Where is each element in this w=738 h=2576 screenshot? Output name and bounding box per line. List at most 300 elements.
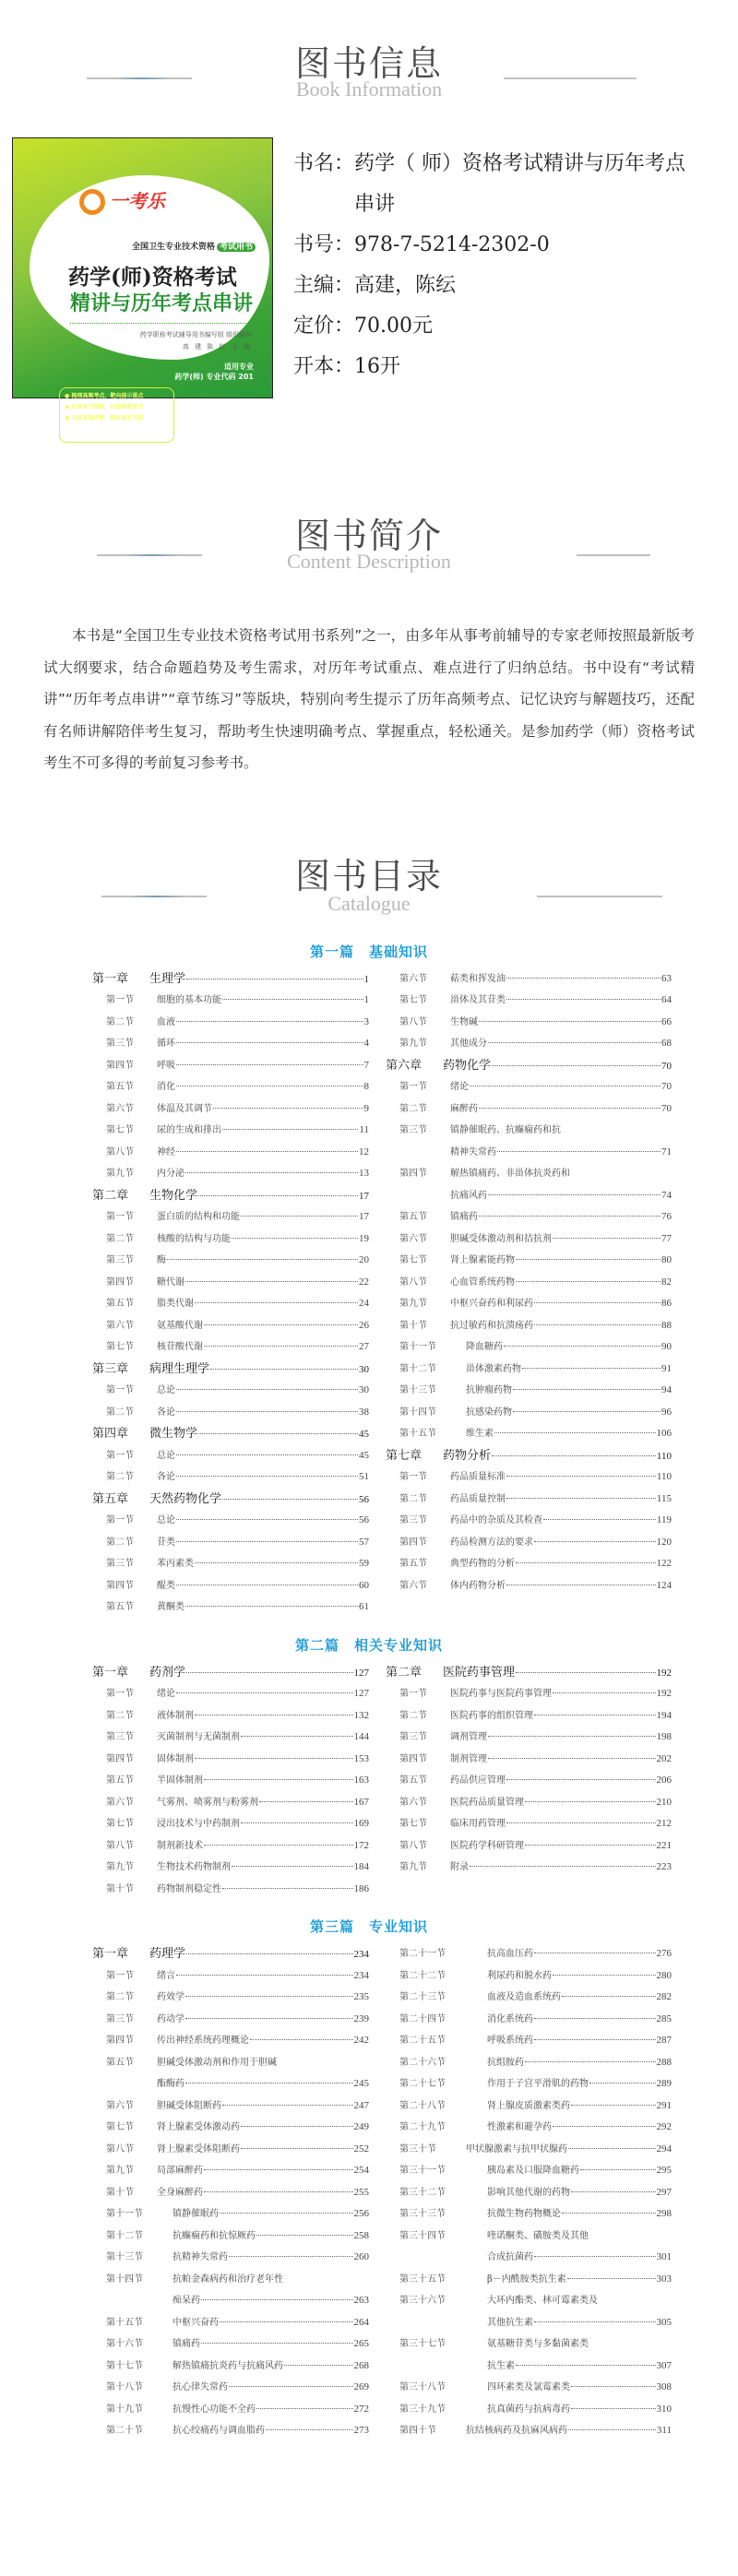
dot-leader (497, 1151, 661, 1152)
toc-title: 镇痛药 (173, 2339, 200, 2350)
toc-page: 291 (656, 2099, 672, 2111)
toc-section[interactable] (92, 2312, 369, 2334)
toc-page: 88 (661, 1319, 672, 1331)
dot-leader (204, 1324, 358, 1325)
toc-number: 第一节 (106, 1689, 134, 1700)
toc-section[interactable] (386, 1813, 672, 1835)
toc-section[interactable] (92, 1770, 369, 1792)
toc-number: 第三节 (399, 1732, 427, 1743)
toc-section[interactable] (92, 1792, 369, 1814)
toc-section[interactable] (386, 1250, 672, 1272)
toc-section[interactable] (92, 2247, 369, 2269)
dot-leader (568, 2148, 656, 2149)
table-of-contents (0, 942, 738, 2442)
toc-title: 消化系统药 (487, 2013, 533, 2024)
toc-number: 第三十节 (399, 2143, 436, 2155)
toc-page: 56 (359, 1493, 369, 1505)
toc-section[interactable] (386, 1336, 672, 1359)
toc-number: 第十七节 (106, 2360, 143, 2371)
toc-title: 抗帕金森病药和治疗老年性 (173, 2273, 283, 2285)
catalogue-header (0, 809, 738, 938)
toc-section[interactable] (386, 2269, 672, 2291)
price-value: 70.00元 (354, 315, 433, 338)
toc-section[interactable] (386, 1835, 672, 1858)
toc-section-continued[interactable] (386, 2356, 672, 2378)
toc-title: 浸出技术与中药制剂 (157, 1819, 240, 1830)
toc-section[interactable] (92, 2139, 369, 2161)
toc-page: 63 (661, 972, 672, 984)
dot-leader (176, 1519, 358, 1520)
toc-page: 51 (359, 1471, 369, 1483)
toc-title: 影响其他代谢的药物 (487, 2187, 570, 2198)
toc-number: 第十四节 (106, 2273, 143, 2285)
dot-leader (504, 1346, 661, 1347)
toc-section[interactable] (386, 1987, 672, 2009)
toc-section[interactable] (92, 1879, 369, 1901)
toc-title: 甾体及其苷类 (450, 995, 506, 1006)
toc-title: 各论 (157, 1472, 175, 1483)
toc-title: β－内酰胺类抗生素 (487, 2273, 566, 2285)
dot-leader (176, 1411, 358, 1412)
toc-chapter[interactable] (92, 1943, 369, 1965)
toc-number: 第四节 (399, 1753, 427, 1764)
toc-section-continued[interactable] (92, 2073, 369, 2095)
dot-leader (513, 1411, 661, 1412)
toc-title: 呼吸 (157, 1060, 175, 1071)
toc-title: 镇痛药 (450, 1212, 478, 1223)
toc-section[interactable] (92, 2095, 369, 2118)
toc-title: 甲状腺激素与抗甲状腺药 (466, 2143, 567, 2155)
toc-title: 心血管系统药物 (450, 1276, 515, 1288)
toc-title: 药物制剂稳定性 (157, 1883, 221, 1894)
toc-page: 245 (353, 2078, 369, 2090)
toc-title: 氨基糖苷类与多黏菌素类 (487, 2339, 589, 2350)
toc-section[interactable] (386, 2333, 672, 2356)
toc-page: 273 (353, 2425, 369, 2437)
toc-number: 第七节 (399, 1255, 427, 1266)
toc-section[interactable] (92, 2182, 369, 2204)
dot-leader (222, 1129, 358, 1130)
toc-section[interactable] (92, 1727, 369, 1749)
toc-section-continued[interactable] (92, 2290, 369, 2312)
toc-section[interactable] (92, 1532, 369, 1554)
toc-title: 体温及其调节 (157, 1103, 212, 1114)
toc-page: 110 (656, 1450, 672, 1462)
toc-section[interactable] (386, 2160, 672, 2182)
toc-section[interactable] (92, 2009, 369, 2031)
toc-number: 第十一节 (399, 1342, 436, 1353)
toc-page: 77 (661, 1232, 672, 1244)
dot-leader (229, 2256, 353, 2257)
toc-page: 127 (353, 1688, 369, 1700)
toc-title: 循环 (157, 1039, 175, 1050)
toc-section[interactable] (386, 1575, 672, 1597)
toc-section[interactable] (386, 2290, 672, 2312)
dot-leader (571, 2386, 656, 2387)
toc-section[interactable] (386, 2095, 672, 2118)
toc-page: 285 (656, 2012, 672, 2024)
dot-leader (488, 1042, 661, 1043)
section-title: 图书简介 (294, 516, 443, 556)
toc-page: 288 (656, 2056, 672, 2068)
toc-page: 282 (656, 1991, 672, 2003)
toc-section[interactable] (386, 2052, 672, 2074)
cover-title-line2: 精讲与历年考点串讲 (70, 292, 254, 315)
toc-section[interactable] (386, 2073, 672, 2095)
toc-chapter[interactable] (386, 1445, 672, 1467)
dot-leader (534, 2256, 656, 2257)
dot-leader (553, 1238, 661, 1239)
format-value: 16开 (354, 355, 401, 378)
toc-section[interactable] (386, 2117, 672, 2139)
dot-leader (176, 1064, 363, 1065)
toc-number: 第三十九节 (399, 2404, 446, 2415)
toc-title: 肾上腺素能药物 (450, 1255, 515, 1266)
toc-page: 20 (359, 1254, 369, 1266)
dot-leader (522, 1368, 661, 1369)
toc-page: 307 (656, 2359, 672, 2371)
toc-number: 第一节 (106, 1970, 134, 1981)
toc-title: 生物技术药物制剂 (157, 1862, 231, 1873)
toc-column-left (92, 1662, 369, 1901)
description-text: 本书是“全国卫生专业技术资格考试用书系列”之一，由多年从事考前辅导的专家老师按照最新版考试大纲要求，结合命题趋势及考生需求，对历年考试重点、难点进行了归纳总结。书中设有“考试精讲”“历年考点串讲”“章节练习”等版块，特别向考生提示了历年高频考点、记忆诀窍与解题技巧，还配有名师讲解陪伴考生复习，帮助考生快速明确考点、掌握重点，轻松通关。是参加药学（师）资格考试考生不可多得的考前复习参考书。 (43, 627, 695, 772)
toc-title: 药品供应管理 (450, 1775, 506, 1787)
toc-section[interactable] (92, 1142, 369, 1164)
toc-title: 内分泌 (157, 1169, 184, 1180)
toc-number: 第五节 (399, 1775, 427, 1787)
toc-section[interactable] (92, 1336, 369, 1359)
toc-section[interactable] (92, 2030, 369, 2052)
toc-section[interactable] (386, 2377, 672, 2399)
toc-section[interactable] (386, 1553, 672, 1575)
dot-leader (195, 1758, 353, 1759)
toc-section[interactable] (386, 1749, 672, 1771)
toc-section-continued[interactable] (386, 1142, 672, 1164)
toc-number: 第八节 (399, 1276, 427, 1288)
toc-section-continued[interactable] (386, 1185, 672, 1207)
toc-number: 第三十三节 (399, 2209, 446, 2220)
toc-number: 第六节 (399, 1233, 427, 1244)
toc-number: 第二节 (106, 1016, 134, 1027)
dot-leader (553, 1692, 656, 1693)
dot-leader (222, 999, 363, 1000)
toc-chapter[interactable] (92, 1489, 369, 1511)
toc-number: 第一节 (399, 1082, 427, 1093)
toc-section[interactable] (92, 1835, 369, 1858)
toc-section[interactable] (386, 1532, 672, 1554)
toc-section[interactable] (386, 1033, 672, 1055)
toc-section[interactable] (386, 1792, 672, 1814)
book-cover-image (12, 137, 273, 421)
toc-number: 第十二节 (106, 2230, 143, 2241)
toc-chapter[interactable] (92, 1662, 369, 1684)
toc-section[interactable] (386, 2399, 672, 2421)
toc-page: 132 (353, 1709, 369, 1721)
toc-number: 第五节 (399, 1559, 427, 1570)
toc-section[interactable] (386, 1423, 672, 1445)
toc-page: 234 (353, 1949, 369, 1961)
toc-section[interactable] (92, 2203, 369, 2226)
toc-chapter[interactable] (92, 1185, 369, 1207)
toc-section[interactable] (92, 1705, 369, 1727)
toc-number: 第一章 (92, 1947, 129, 1962)
toc-section[interactable] (92, 1575, 369, 1597)
toc-page: 292 (656, 2121, 672, 2133)
toc-section[interactable] (386, 2139, 672, 2161)
toc-section[interactable] (92, 1163, 369, 1185)
dot-leader (204, 1845, 353, 1846)
toc-title: 各论 (157, 1407, 175, 1418)
dot-leader (176, 1389, 358, 1390)
toc-section[interactable] (92, 1055, 369, 1077)
toc-section[interactable] (386, 1012, 672, 1034)
toc-section[interactable] (92, 1445, 369, 1467)
toc-page: 56 (359, 1514, 369, 1526)
toc-number: 第六节 (399, 973, 427, 984)
toc-section[interactable] (92, 1293, 369, 1315)
toc-section[interactable] (92, 1510, 369, 1532)
toc-title: 气雾剂、喷雾剂与粉雾剂 (157, 1797, 258, 1808)
toc-title: 酶 (157, 1255, 166, 1266)
toc-section[interactable] (386, 1857, 672, 1879)
toc-section[interactable] (92, 1683, 369, 1705)
toc-section[interactable] (92, 2226, 369, 2248)
toc-page: 287 (656, 2035, 672, 2047)
toc-section[interactable] (386, 968, 672, 991)
toc-section[interactable] (92, 2399, 369, 2421)
toc-section[interactable] (92, 1250, 369, 1272)
section-subtitle: Book Information (295, 77, 443, 101)
toc-title: 抗感染药物 (466, 1407, 512, 1418)
toc-title: 病理生理学 (149, 1361, 210, 1376)
info-row-price (293, 306, 718, 347)
toc-page: 303 (656, 2273, 672, 2285)
toc-section[interactable] (386, 1402, 672, 1424)
toc-title: 痴呆药 (173, 2296, 200, 2307)
toc-title: 制剂新技术 (157, 1840, 203, 1851)
toc-section[interactable] (386, 2030, 672, 2052)
toc-number: 第二十九节 (399, 2122, 446, 2133)
dot-leader (241, 2148, 353, 2149)
toc-section[interactable] (92, 990, 369, 1012)
toc-title: 全身麻醉药 (157, 2187, 203, 2198)
dot-leader (479, 1021, 661, 1022)
toc-section[interactable] (92, 1012, 369, 1034)
toc-section[interactable] (92, 1987, 369, 2009)
toc-title: 生物碱 (450, 1016, 478, 1027)
toc-number: 第二十三节 (399, 1992, 446, 2003)
toc-title: 核苷酸代谢 (157, 1342, 203, 1353)
toc-number: 第二节 (399, 1710, 427, 1721)
toc-section[interactable] (92, 1229, 369, 1251)
toc-page: 260 (353, 2251, 369, 2263)
cover-apply (174, 362, 254, 382)
toc-section[interactable] (92, 1076, 369, 1098)
toc-section[interactable] (386, 2182, 672, 2204)
toc-section[interactable] (92, 1120, 369, 1142)
toc-number: 第五节 (399, 1212, 427, 1223)
apply-label: 适用专业 (224, 362, 254, 371)
toc-section[interactable] (92, 1857, 369, 1879)
toc-number: 第一节 (399, 1689, 427, 1700)
toc-title: 制剂管理 (450, 1753, 487, 1764)
dot-leader (284, 2365, 353, 2366)
toc-section[interactable] (92, 1402, 369, 1424)
toc-section[interactable] (386, 1098, 672, 1121)
toc-section[interactable] (386, 1683, 672, 1705)
toc-section[interactable] (386, 2009, 672, 2031)
divider-right (577, 554, 650, 556)
toc-section[interactable] (386, 1206, 672, 1229)
toc-section[interactable] (386, 1770, 672, 1792)
toc-section[interactable] (386, 2226, 672, 2248)
toc-section[interactable] (386, 1705, 672, 1727)
toc-number: 第五节 (106, 1602, 134, 1613)
toc-page: 17 (359, 1211, 369, 1223)
feature-item: ● 名师音频讲解，随时高效巩固 (65, 415, 144, 421)
toc-part (0, 1917, 738, 2442)
toc-section[interactable] (92, 1098, 369, 1121)
toc-part (0, 942, 738, 1619)
toc-section[interactable] (386, 2420, 672, 2442)
toc-page: 90 (661, 1341, 672, 1353)
toc-section[interactable] (386, 1315, 672, 1337)
toc-page: 27 (359, 1341, 369, 1353)
toc-section[interactable] (92, 2160, 369, 2182)
toc-title: 绪论 (157, 1689, 175, 1700)
toc-section[interactable] (92, 2052, 369, 2074)
dot-leader (176, 1454, 358, 1455)
toc-number: 第七节 (399, 1819, 427, 1830)
cover-divider (70, 323, 252, 324)
toc-section[interactable] (92, 1965, 369, 1988)
toc-section[interactable] (92, 2269, 369, 2291)
toc-title: 总论 (157, 1385, 175, 1396)
toc-chapter[interactable] (92, 1423, 369, 1445)
dot-leader (256, 2408, 353, 2409)
toc-section[interactable] (92, 2377, 369, 2399)
toc-chapter[interactable] (386, 1055, 672, 1077)
cover-series (13, 240, 256, 252)
dot-leader (568, 2429, 656, 2430)
toc-page: 110 (656, 1471, 672, 1483)
toc-page: 310 (656, 2403, 672, 2415)
toc-section[interactable] (386, 1943, 672, 1965)
toc-section[interactable] (92, 2117, 369, 2139)
toc-section[interactable] (92, 1380, 369, 1402)
toc-section[interactable] (386, 2203, 672, 2226)
dot-leader (534, 2018, 656, 2019)
dot-leader (494, 1432, 656, 1433)
toc-page: 82 (661, 1276, 672, 1288)
toc-section[interactable] (386, 1293, 672, 1315)
toc-title: 蛋白质的结构和功能 (157, 1212, 240, 1223)
toc-section[interactable] (386, 1229, 672, 1251)
feature-item: ● 经典章节例题，快速掌握考点 (65, 404, 144, 410)
toc-section[interactable] (386, 1489, 672, 1511)
dot-leader (479, 1108, 661, 1109)
toc-section[interactable] (92, 2356, 369, 2378)
toc-section[interactable] (386, 1466, 672, 1489)
dot-leader (266, 2429, 353, 2430)
dot-leader (241, 1736, 353, 1737)
toc-number: 第二节 (106, 1233, 134, 1244)
dot-leader (492, 1065, 661, 1066)
toc-chapter[interactable] (92, 1359, 369, 1381)
toc-section[interactable] (92, 1206, 369, 1229)
editor-label: 主编： (293, 274, 355, 297)
toc-section[interactable] (386, 990, 672, 1012)
toc-chapter[interactable] (386, 1662, 672, 1684)
toc-page: 12 (359, 1146, 369, 1157)
toc-section-continued[interactable] (386, 2247, 672, 2269)
toc-section[interactable] (386, 1272, 672, 1294)
toc-page: 192 (656, 1667, 672, 1679)
toc-section[interactable] (92, 1272, 369, 1294)
dot-leader (185, 1281, 358, 1282)
toc-number: 第二节 (399, 1103, 427, 1114)
toc-section[interactable] (92, 1033, 369, 1055)
toc-section[interactable] (92, 2333, 369, 2356)
toc-section[interactable] (92, 2420, 369, 2442)
toc-section[interactable] (386, 1076, 672, 1098)
toc-section[interactable] (386, 1380, 672, 1402)
dot-leader (571, 2105, 656, 2106)
toc-number: 第五节 (106, 1082, 134, 1093)
toc-title: 其他抗生素 (487, 2317, 533, 2328)
toc-section[interactable] (92, 1597, 369, 1619)
toc-number: 第九节 (399, 1039, 427, 1050)
toc-page: 74 (661, 1189, 672, 1201)
dot-leader (571, 2191, 656, 2192)
toc-page: 202 (656, 1752, 672, 1764)
toc-page: 68 (661, 1038, 672, 1050)
toc-page: 169 (353, 1818, 369, 1830)
toc-title: 药品中的杂质及其检查 (450, 1515, 542, 1526)
toc-section[interactable] (92, 1466, 369, 1489)
toc-title: 液体制剂 (157, 1710, 194, 1721)
toc-title: 精神失常药 (450, 1146, 496, 1157)
toc-title: 总论 (157, 1450, 175, 1461)
toc-section-continued[interactable] (386, 2312, 672, 2334)
toc-section[interactable] (92, 1315, 369, 1337)
toc-section[interactable] (386, 1163, 672, 1185)
toc-chapter[interactable] (92, 968, 369, 991)
toc-section[interactable] (92, 1553, 369, 1575)
toc-number: 第六节 (106, 1320, 134, 1331)
toc-page: 297 (656, 2186, 672, 2198)
toc-title: 医院药学科研管理 (450, 1840, 524, 1851)
toc-title: 体内药物分析 (450, 1580, 506, 1591)
toc-section[interactable] (386, 1510, 672, 1532)
toc-page: 9 (363, 1102, 369, 1114)
toc-number: 第二十四节 (399, 2013, 446, 2024)
toc-section[interactable] (386, 1727, 672, 1749)
toc-page: 70 (661, 1060, 672, 1072)
toc-section[interactable] (92, 1813, 369, 1835)
toc-section[interactable] (92, 1749, 369, 1771)
toc-section[interactable] (386, 1120, 672, 1142)
toc-page: 124 (656, 1579, 672, 1591)
toc-page: 70 (661, 1102, 672, 1114)
toc-title: 四环素类及氯霉素类 (487, 2382, 570, 2393)
toc-title: 医院药事管理 (443, 1665, 516, 1680)
book-info-list (293, 144, 718, 387)
toc-section[interactable] (386, 1965, 672, 1988)
name-label: 书名： (293, 152, 355, 175)
toc-section[interactable] (386, 1359, 672, 1381)
toc-number: 第六节 (106, 2100, 134, 2111)
